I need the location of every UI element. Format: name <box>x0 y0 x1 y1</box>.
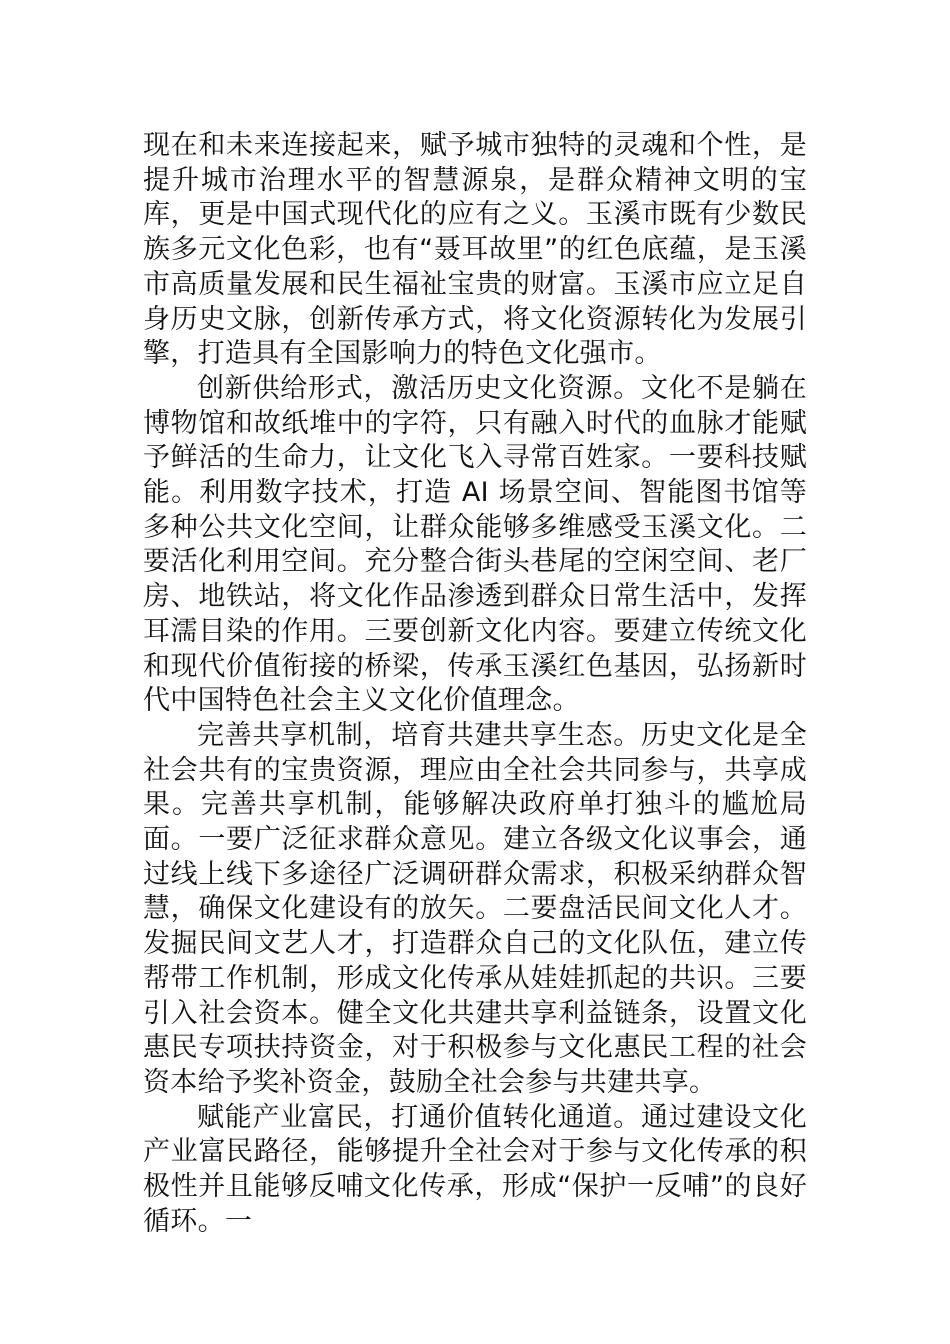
paragraph-1: 现在和未来连接起来，赋予城市独特的灵魂和个性，是提升城市治理水平的智慧源泉，是群众精神文明的宝库，更是中国式现代化的应有之义。玉溪市既有少数民族多元文化色彩，也有“聂耳故里”的红色底蕴，是玉溪市高质量发展和民生福祉宝贵的财富。玉溪市应立足自身历史文脉，创新传承方式，将文化资源转化为发展引擎，打造具有全国影响力的特色文化强市。 <box>143 130 807 370</box>
paragraph-2: 创新供给形式，激活历史文化资源。文化不是躺在博物馆和故纸堆中的字符，只有融入时代的血脉才能赋予鲜活的生命力，让文化飞入寻常百姓家。一要科技赋能。利用数字技术，打造 AI 场景空间、智能图书馆等多种公共文化空间，让群众能够多维感受玉溪文化。二要活化利用空间。充分整合街头巷尾的空闲空间、老厂房、地铁站，将文化作品渗透到群众日常生活中，发挥耳濡目染的作用。三要创新文化内容。要建立传统文化和现代价值衔接的桥梁，传承玉溪红色基因，弘扬新时代中国特色社会主义文化价值理念。 <box>143 372 807 717</box>
document-body <box>143 129 807 1240</box>
paragraph-4: 赋能产业富民，打通价值转化通道。通过建设文化产业富民路径，能够提升全社会对于参与文化传承的积极性并且能够反哺文化传承，形成“保护一反哺”的良好循环。一 <box>143 1101 807 1237</box>
paragraph-3: 完善共享机制，培育共建共享生态。历史文化是全社会共有的宝贵资源，理应由全社会共同参与，共享成果。完善共享机制，能够解决政府单打独斗的尴尬局面。一要广泛征求群众意见。建立各级文化议事会，通过线上线下多途径广泛调研群众需求，积极采纳群众智慧，确保文化建设有的放矢。二要盘活民间文化人才。发掘民间文艺人才，打造群众自己的文化队伍，建立传帮带工作机制，形成文化传承从娃娃抓起的共识。三要引入社会资本。健全文化共建共享利益链条，设置文化惠民专项扶持资金，对于积极参与文化惠民工程的社会资本给予奖补资金，鼓励全社会参与共建共享。 <box>143 719 807 1098</box>
